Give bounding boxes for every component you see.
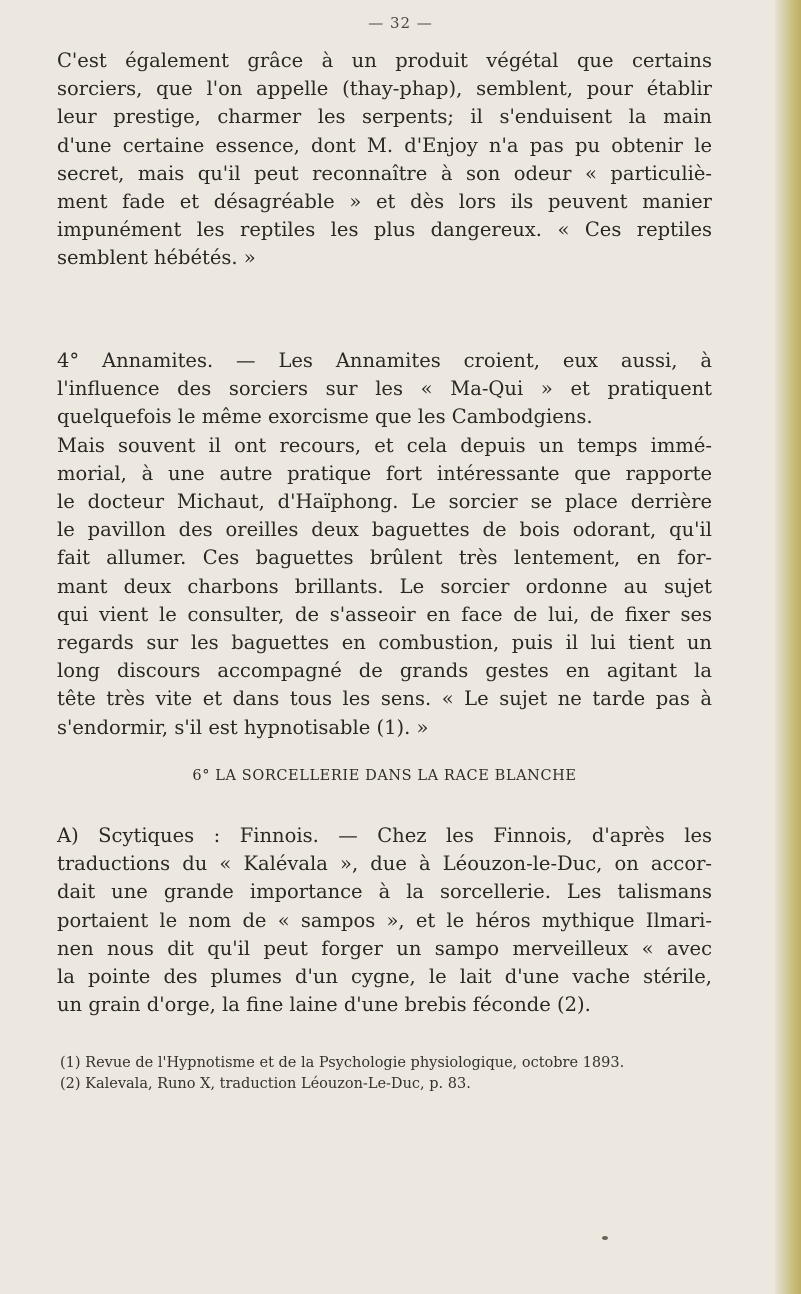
text-line: A) Scytiques : Finnois. — Chez les Finnois, d'après les (57, 824, 712, 847)
text-line: quelquefois le même exorcisme que les Cambodgiens. (57, 405, 593, 429)
text-line: l'influence des sorciers sur les « Ma-Qui » et pratiquent (57, 377, 712, 401)
text-line: morial, à une autre pratique fort intéressante que rapporte (57, 461, 712, 485)
paragraph-1 (57, 47, 712, 273)
ink-speck (602, 1236, 608, 1240)
text-line: ment fade et désagréable » et dès lors ils peuvent manier (57, 190, 712, 214)
paragraph-2 (57, 347, 712, 742)
text-line: dait une grande importance à la sorcellerie. Les talismans (57, 880, 712, 904)
paragraph-3 (57, 822, 712, 1019)
footnotes (60, 1053, 720, 1095)
text-line: leur prestige, charmer les serpents; il s'enduisent la main (57, 105, 712, 129)
text-line: portaient le nom de « sampos », et le héros mythique Ilmari- (57, 908, 712, 932)
text-line: semblent hébétés. » (57, 246, 256, 270)
text-line: sorciers, que l'on appelle (thay-phap), semblent, pour établir (57, 77, 712, 101)
page-edge (775, 0, 801, 1294)
text-line: mant deux charbons brillants. Le sorcier ordonne au sujet (57, 574, 712, 598)
text-line: le pavillon des oreilles deux baguettes de bois odorant, qu'il (57, 518, 712, 542)
text-line: nen nous dit qu'il peut forger un sampo merveilleux « avec (57, 936, 712, 960)
text-line: s'endormir, s'il est hypnotisable (1). » (57, 715, 429, 739)
text-line: un grain d'orge, la fine laine d'une brebis féconde (2). (57, 993, 591, 1017)
text-line: long discours accompagné de grands gestes en agitant la (57, 659, 712, 683)
text-line: C'est également grâce à un produit végétal que certains (57, 49, 712, 72)
text-line: la pointe des plumes d'un cygne, le lait d'une vache stérile, (57, 965, 712, 989)
footnote-2: (2) Kalevala, Runo X, traduction Léouzon-Le-Duc, p. 83. (60, 1076, 471, 1092)
text-line: Mais souvent il ont recours, et cela depuis un temps immé- (57, 433, 712, 457)
text-line: fait allumer. Ces baguettes brûlent très lentement, en for- (57, 546, 712, 570)
text-line: tête très vite et dans tous les sens. « Le sujet ne tarde pas à (57, 687, 712, 711)
text-line: regards sur les baguettes en combustion, puis il lui tient un (57, 631, 712, 655)
footnote-1: (1) Revue de l'Hypnotisme et de la Psychologie physiologique, octobre 1893. (60, 1055, 625, 1071)
text-line: traductions du « Kalévala », due à Léouzon-le-Duc, on accor- (57, 852, 712, 876)
section-heading: 6° LA SORCELLERIE DANS LA RACE BLANCHE (192, 768, 577, 784)
page-number: — 32 — (368, 14, 433, 32)
text-line: 4° Annamites. — Les Annamites croient, eux aussi, à (57, 349, 712, 372)
text-line: d'une certaine essence, dont M. d'Enjoy n'a pas pu obtenir le (57, 133, 712, 157)
text-line: qui vient le consulter, de s'asseoir en face de lui, de fixer ses (57, 602, 712, 626)
text-line: impunément les reptiles les plus dangereux. « Ces reptiles (57, 218, 712, 242)
text-line: le docteur Michaut, d'Haïphong. Le sorcier se place derrière (57, 490, 712, 514)
text-line: secret, mais qu'il peut reconnaître à son odeur « particuliè- (57, 161, 712, 185)
